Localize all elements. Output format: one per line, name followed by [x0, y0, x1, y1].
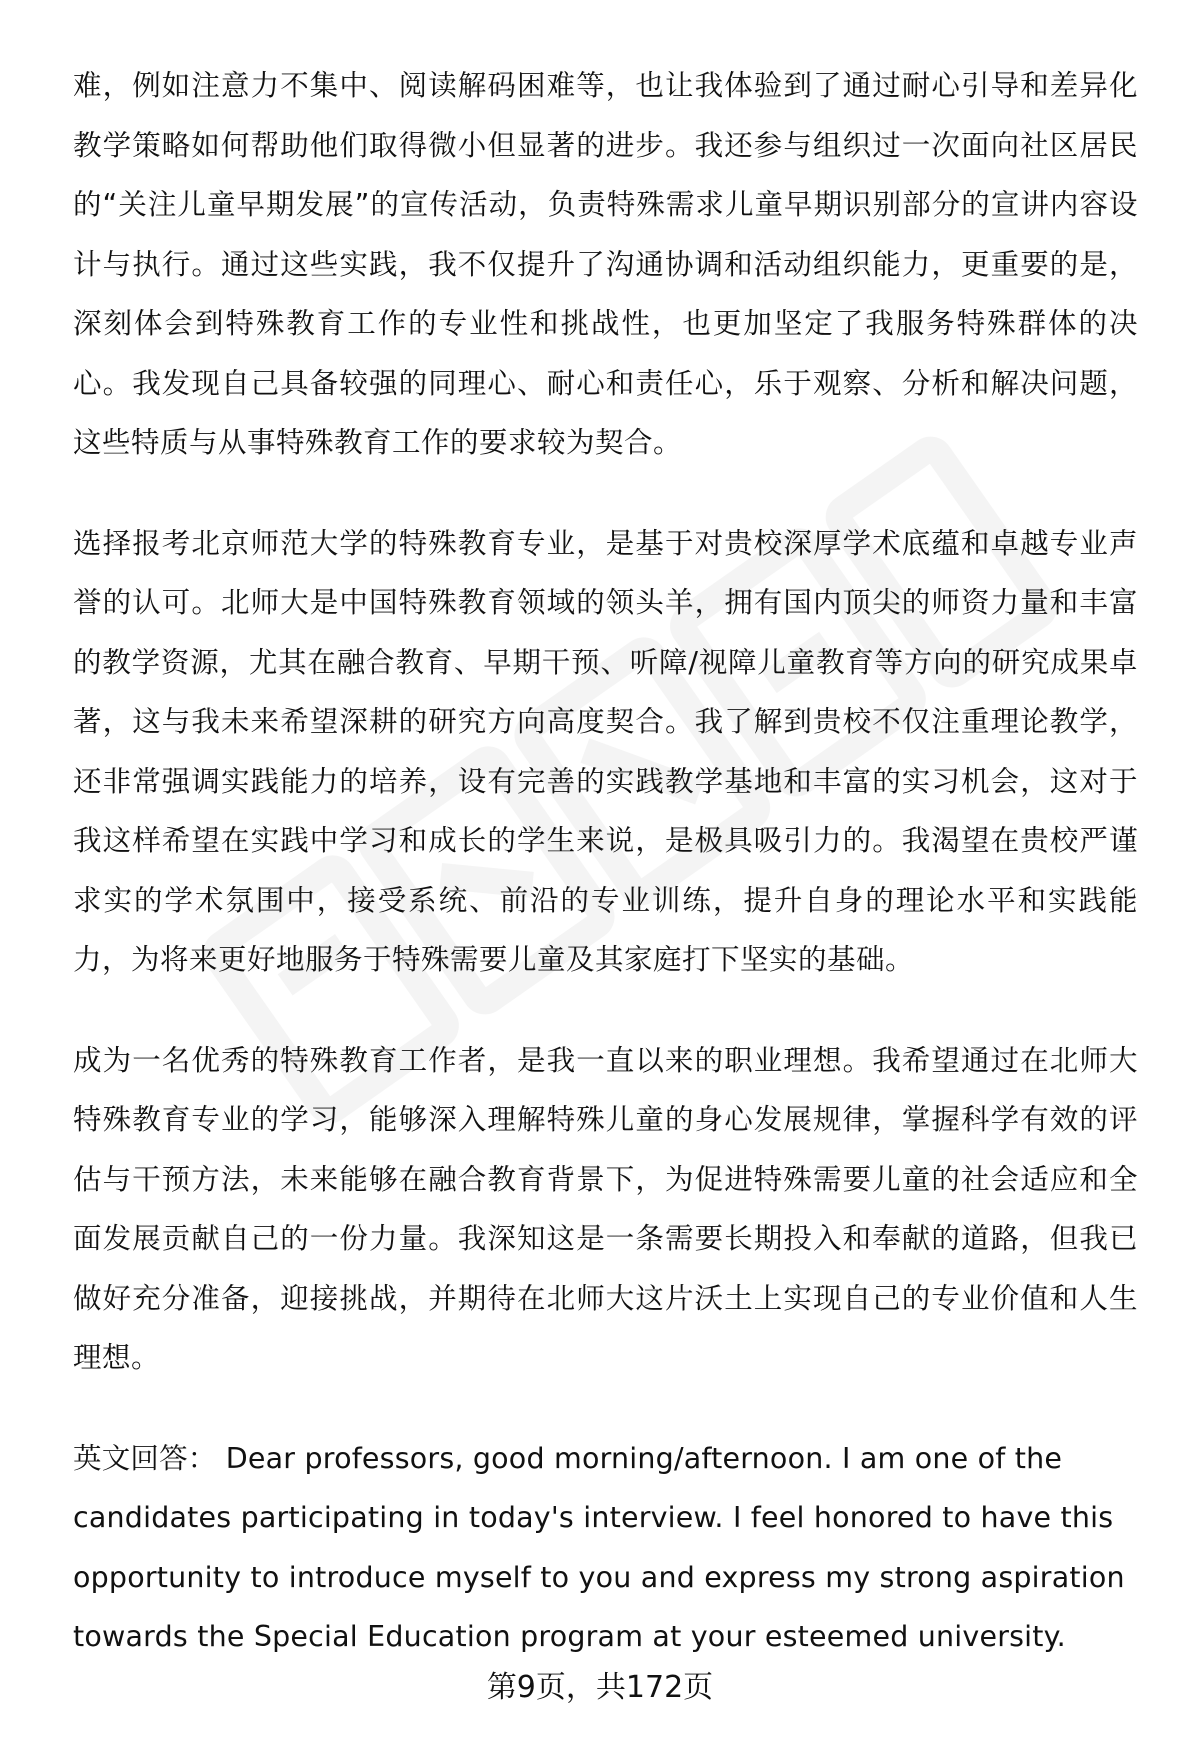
paragraph-practice-experience: 难，例如注意力不集中、阅读解码困难等，也让我体验到了通过耐心引导和差异化教学策略如何帮助他们取得微小但显著的进步。我还参与组织过一次面向社区居民的“关注儿童早期发展”的宣传活动，负责特殊需求儿童早期识别部分的宣讲内容设计与执行。通过这些实践，我不仅提升了沟通协调和活动组织能力，更重要的是，深刻体会到特殊教育工作的专业性和挑战性，也更加坚定了我服务特殊群体的决心。我发现自己具备较强的同理心、耐心和责任心，乐于观察、分析和解决问题，这些特质与从事特殊教育工作的要求较为契合。 [73, 69, 1138, 459]
page-number-footer: 第9页，共172页 [486, 1670, 714, 1705]
paragraph-school-choice: 选择报考北京师范大学的特殊教育专业，是基于对贵校深厚学术底蕴和卓越专业声誉的认可。北师大是中国特殊教育领域的领头羊，拥有国内顶尖的师资力量和丰富的教学资源，尤其在融合教育、早期干预、听障/视障儿童教育等方向的研究成果卓著，这与我未来希望深耕的研究方向高度契合。我了解到贵校不仅注重理论教学，还非常强调实践能力的培养，设有完善的实践教学基地和丰富的实习机会，这对于我这样希望在实践中学习和成长的学生来说，是极具吸引力的。我渴望在贵校严谨求实的学术氛围中，接受系统、前沿的专业训练，提升自身的理论水平和实践能力，为将来更好地服务于特殊需要儿童及其家庭打下坚实的基础。 [73, 526, 1138, 976]
paragraph-english-answer: 英文回答： Dear professors, good morning/afternoon. I am one of the candidates participating in today's interview. I feel honored to have this opportunity to introduce myself to you and express my strong aspiration towards the Special Education program at your esteemed university. [73, 1441, 1125, 1653]
document-body [73, 56, 1138, 1667]
paragraph-career-goal: 成为一名优秀的特殊教育工作者，是我一直以来的职业理想。我希望通过在北师大特殊教育专业的学习，能够深入理解特殊儿童的身心发展规律，掌握科学有效的评估与干预方法，未来能够在融合教育背景下，为促进特殊需要儿童的社会适应和全面发展贡献自己的一份力量。我深知这是一条需要长期投入和奉献的道路，但我已做好充分准备，迎接挑战，并期待在北师大这片沃土上实现自己的专业价值和人生理想。 [73, 1043, 1138, 1374]
